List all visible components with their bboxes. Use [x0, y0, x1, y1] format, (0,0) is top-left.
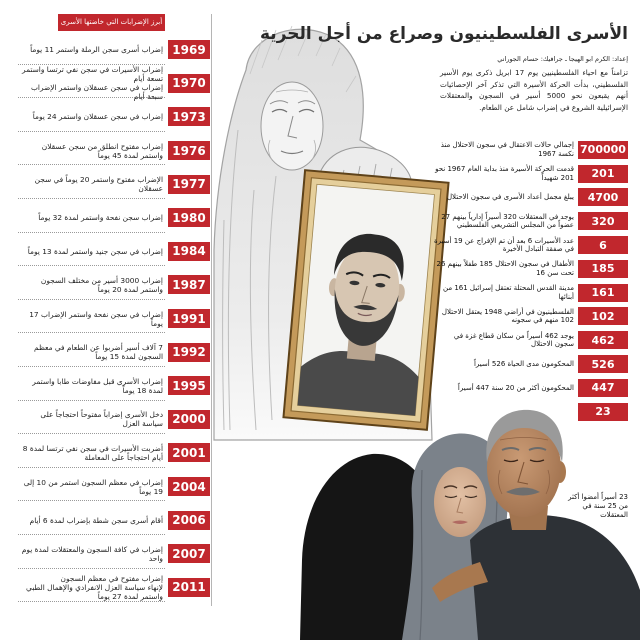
timeline-item-year: 1969 [168, 40, 210, 59]
stat-item [428, 305, 628, 329]
timeline-item-year: 1987 [168, 275, 210, 294]
timeline-item-2007 [0, 537, 215, 571]
family-photo [300, 410, 640, 640]
stat-item [428, 376, 628, 400]
timeline-item-text: إضراب أسرى سجن الرملة واستمر 11 يوماً [30, 45, 163, 55]
timeline-item-1976 [0, 134, 215, 168]
stat-value: 462 [578, 331, 628, 349]
stat-description: يوجد في المعتقلات 320 أسيراً إدارياً بينهم 27 عضواً من المجلس التشريعي الفلسطيني [441, 212, 574, 230]
stat-value: 23 [578, 403, 628, 421]
stat-description: قدمت الحركة الأسيرة منذ بداية العام 1967 نحو 201 شهيداً [435, 165, 574, 182]
stat-value: 447 [578, 379, 628, 397]
timeline-item-1995 [0, 369, 215, 403]
timeline-item-1970 [0, 67, 215, 101]
timeline-item-text: إضراب الأسرى قبل مفاوضات طابا واستمر لمدة 18 يوماً [32, 376, 163, 395]
stat-value: 6 [578, 236, 628, 254]
stat-item [428, 138, 628, 162]
stat-value: 161 [578, 284, 628, 302]
stat-item [428, 281, 628, 305]
intro-paragraph: تزامناً مع احياء الفلسطينيين يوم 17 ابريل ذكرى يوم الأسير الفلسطيني، بدأت الحركة الأسيرة التي تذكر آخر الإحصائيات أنهم يقبعون نحو 5000 أسير في السجون والمعتقلات الإسرائيلية الشروع في إضراب شامل عن الطعام. [440, 68, 628, 112]
portrait-frame [283, 170, 448, 430]
timeline-item-text: إضراب في كافة السجون والمعتقلات لمدة يوم واحد [21, 544, 163, 563]
timeline-item-text: أقام أسرى سجن شطة بإضراب لمدة 6 أيام [29, 515, 163, 525]
timeline-item-1992 [0, 335, 215, 369]
timeline-item-1987 [0, 268, 215, 302]
stat-item [428, 162, 628, 186]
stat-item [428, 186, 628, 210]
stat-item [428, 400, 628, 424]
stat-description: الأطفال في سجون الاحتلال 185 طفلاً بينهم 26 تحت سن 16 [436, 260, 574, 277]
timeline-item-year: 2007 [168, 544, 210, 563]
timeline-item-1969 [0, 33, 215, 67]
stat-item [428, 257, 628, 281]
timeline-item-1984 [0, 235, 215, 269]
timeline-item-text: إضراب في سجن جنيد واستمر لمدة 13 يوماً [27, 246, 163, 256]
stat-description: المحكومون أكثر من 20 سنة 447 أسيراً [457, 383, 574, 392]
timeline-item-text: إضراب في معظم السجون استمر من 10 إلى 19 يوماً [23, 477, 163, 496]
strikes-timeline [0, 0, 215, 640]
timeline-item-1973 [0, 100, 215, 134]
timeline-item-1977 [0, 167, 215, 201]
timeline-list [0, 33, 215, 604]
timeline-item-text: أضربت الأسيرات في سجن نفي ترتسا لمدة 8 أيام احتجاجاً على المعاملة [22, 443, 163, 462]
timeline-item-year: 1980 [168, 208, 210, 227]
stat-item [428, 209, 628, 233]
stat-value: 526 [578, 355, 628, 373]
timeline-item-year: 2000 [168, 410, 210, 429]
stat-description: الفلسطينيون في أراضي 1948 يعتقل الاحتلال 102 منهم في سجونه [441, 307, 574, 325]
timeline-item-text: إضراب مفتوح في معظم السجون لإنهاء سياسة العزل الانفرادي والإهمال الطبي واستمر لمدة 27 يوماً [26, 573, 163, 601]
timeline-item-year: 1973 [168, 107, 210, 126]
stat-value: 102 [578, 307, 628, 325]
timeline-item-year: 1976 [168, 141, 210, 160]
timeline-item-year: 1995 [168, 376, 210, 395]
timeline-item-year: 1991 [168, 309, 210, 328]
timeline-item-year: 1992 [168, 343, 210, 362]
timeline-item-text: إضراب الأسيرات في سجن نفي ترتسا واستمر تسعة أيام إضراب في سجن عسقلان واستمر الإضراب سبعة أيام [22, 65, 163, 102]
stat-description: مدينة القدس المحتلة تعتقل إسرائيل 161 من أبنائها [443, 284, 574, 301]
stat-value: 320 [578, 212, 628, 230]
man-shirt [470, 515, 640, 640]
timeline-item-2006 [0, 503, 215, 537]
credits-line: إعداد: الكرم ابو الهيجا ـ جرافيك: حسام الجوراني [497, 55, 628, 63]
stat-item [428, 352, 628, 376]
stat-description: المحكومون مدى الحياة 526 أسيراً [473, 359, 574, 368]
page-title: الأسرى الفلسطينيون وصراع من أجل الحرية [260, 24, 628, 44]
timeline-item-text: الإضراب مفتوح واستمر 20 يوماً في سجن عسقلان [34, 175, 163, 194]
stat-description: إجمالي حالات الاعتقال في سجون الاحتلال منذ نكسة 1967 [440, 141, 574, 158]
timeline-item-2001 [0, 436, 215, 470]
stat-value: 700000 [578, 141, 628, 159]
stat-value: 185 [578, 260, 628, 278]
timeline-item-year: 2004 [168, 477, 210, 496]
timeline-item-year: 1977 [168, 175, 210, 194]
timeline-item-year: 1970 [168, 74, 210, 93]
timeline-item-2011 [0, 571, 215, 605]
timeline-item-text: 7 آلاف أسير أضربوا عن الطعام في معظم السجون لمدة 15 يوماً [34, 343, 163, 362]
timeline-item-1991 [0, 302, 215, 336]
statistics-list [428, 138, 628, 424]
long-term-prisoners-note: 23 أسيراً أمضوا أكثر من 25 سنة في المعتقلات [568, 493, 628, 519]
stat-value: 4700 [578, 188, 628, 206]
timeline-item-year: 2006 [168, 511, 210, 530]
timeline-item-text: إضراب 3000 أسير من مختلف السجون واستمر لمدة 20 يوماً [40, 275, 163, 294]
timeline-header: أبرز الإضرابات التي خاضتها الأسرى [58, 14, 165, 31]
timeline-item-text: إضراب في سجن عسقلان واستمر 24 يوماً [32, 112, 163, 122]
timeline-item-text: إضراب في سجن نفحة واستمر الإضراب 17 يوماً [29, 309, 163, 328]
timeline-item-2004 [0, 470, 215, 504]
timeline-item-year: 2011 [168, 578, 210, 597]
timeline-item-2000 [0, 403, 215, 437]
timeline-item-year: 2001 [168, 443, 210, 462]
stat-item [428, 328, 628, 352]
stat-description: يبلغ مجمل أعداد الأسرى في سجون الاحتلال [446, 193, 574, 202]
stat-description: عدد الأسيرات 6 بعد أن تم الإفراج عن 19 أسيرة في صفقة التبادل الأخيرة [434, 236, 574, 254]
stat-value: 201 [578, 165, 628, 183]
timeline-item-text: إضراب سجن نفحة واستمر لمدة 32 يوماً [38, 213, 163, 223]
timeline-item-1980 [0, 201, 215, 235]
stat-item [428, 233, 628, 257]
timeline-item-text: دخل الأسرى إضراباً مفتوحاً احتجاجاً على سياسة العزل [40, 410, 163, 429]
timeline-item-text: إضراب مفتوح انطلق من سجن عسقلان واستمر لمدة 45 يوماً [41, 141, 163, 160]
stat-description: يوجد 462 أسيراً من سكان قطاع غزة في سجون الاحتلال [453, 331, 574, 349]
timeline-item-year: 1984 [168, 242, 210, 261]
